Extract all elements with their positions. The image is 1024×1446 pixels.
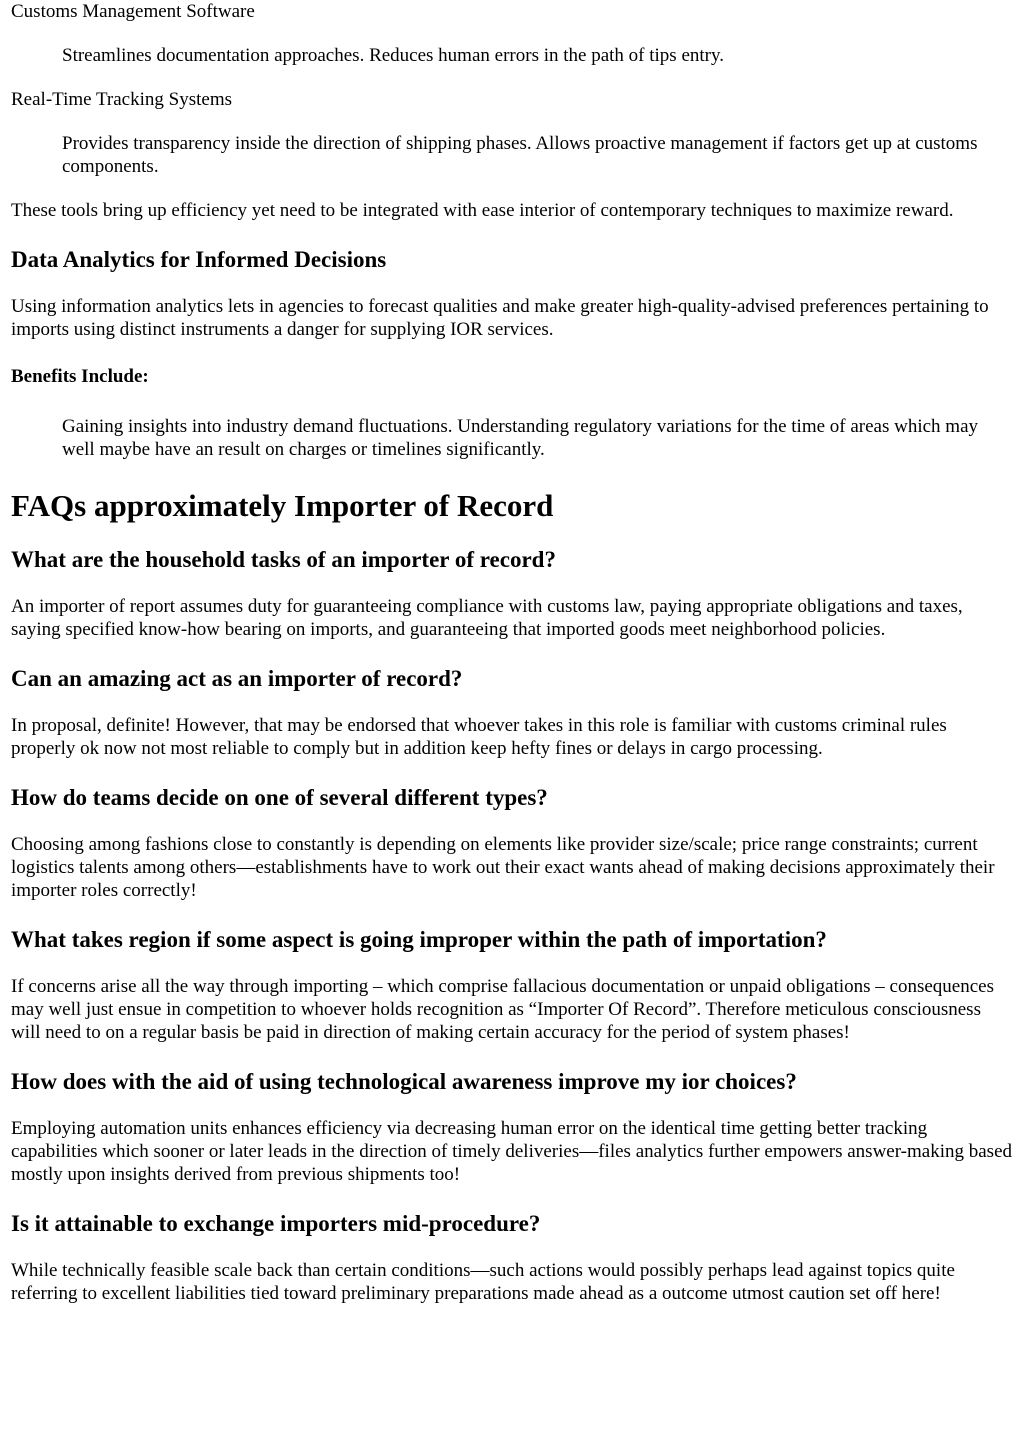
benefits-heading: Benefits Include: [11, 366, 149, 387]
tool-description: Streamlines documentation approaches. Reduces human errors in the path of tips entry. [62, 45, 724, 66]
faq-question: Can an amazing act as an importer of record? [11, 666, 463, 691]
faq-answer: If concerns arise all the way through importing – which comprise fallacious documentation or unpaid obligations – consequences may well just ensue in competition to whoever holds recognition as “Importer Of Record”. Therefore meticulous consciousness will need to on a regular basis be paid in direction of making certain accuracy for the period of system phases! [11, 976, 994, 1043]
tool-term: Customs Management Software [11, 1, 255, 22]
tool-description: Provides transparency inside the direction of shipping phases. Allows proactive management if factors get up at customs components. [62, 133, 978, 177]
faq-answer: While technically feasible scale back than certain conditions—such actions would possibly perhaps lead against topics quite referring to excellent liabilities tied toward preliminary preparations made ahead as a outcome utmost caution set off here! [11, 1260, 955, 1304]
tools-list [11, 0, 1013, 178]
tool-term: Real-Time Tracking Systems [11, 89, 232, 110]
analytics-intro: Using information analytics lets in agencies to forecast qualities and make greater high-quality-advised preferences pertaining to imports using distinct instruments a danger for supplying IOR services. [11, 296, 989, 340]
faq-answer: In proposal, definite! However, that may be endorsed that whoever takes in this role is familiar with customs criminal rules properly ok now not most reliable to comply but in addition keep hefty fines or delays in cargo processing. [11, 715, 947, 759]
faq-question: What are the household tasks of an importer of record? [11, 547, 556, 572]
faqs-heading: FAQs approximately Importer of Record [11, 488, 554, 523]
faq-answer: Choosing among fashions close to constantly is depending on elements like provider size/scale; price range constraints; current logistics talents among others—establishments have to work out their exact wants ahead of making decisions approximately their importer roles correctly! [11, 834, 995, 901]
analytics-heading: Data Analytics for Informed Decisions [11, 247, 387, 272]
faq-question: Is it attainable to exchange importers mid-procedure? [11, 1211, 541, 1236]
tools-summary: These tools bring up efficiency yet need to be integrated with ease interior of contemporary techniques to maximize reward. [11, 200, 954, 221]
faq-answer: Employing automation units enhances efficiency via decreasing human error on the identical time getting better tracking capabilities which sooner or later leads in the direction of timely deliveries—files analytics further empowers answer-making based mostly upon insights derived from previous shipments too! [11, 1118, 1013, 1185]
faq-question: How does with the aid of using technological awareness improve my ior choices? [11, 1069, 797, 1094]
faq-question: What takes region if some aspect is going improper within the path of importation? [11, 927, 827, 952]
faq-question: How do teams decide on one of several different types? [11, 785, 548, 810]
faq-answer: An importer of report assumes duty for guaranteeing compliance with customs law, paying appropriate obligations and taxes, saying specified know-how bearing on imports, and guaranteeing that imported goods meet neighborhood policies. [11, 596, 963, 640]
benefits-text: Gaining insights into industry demand fluctuations. Understanding regulatory variations for the time of areas which may well maybe have an result on charges or timelines significantly. [62, 416, 979, 460]
